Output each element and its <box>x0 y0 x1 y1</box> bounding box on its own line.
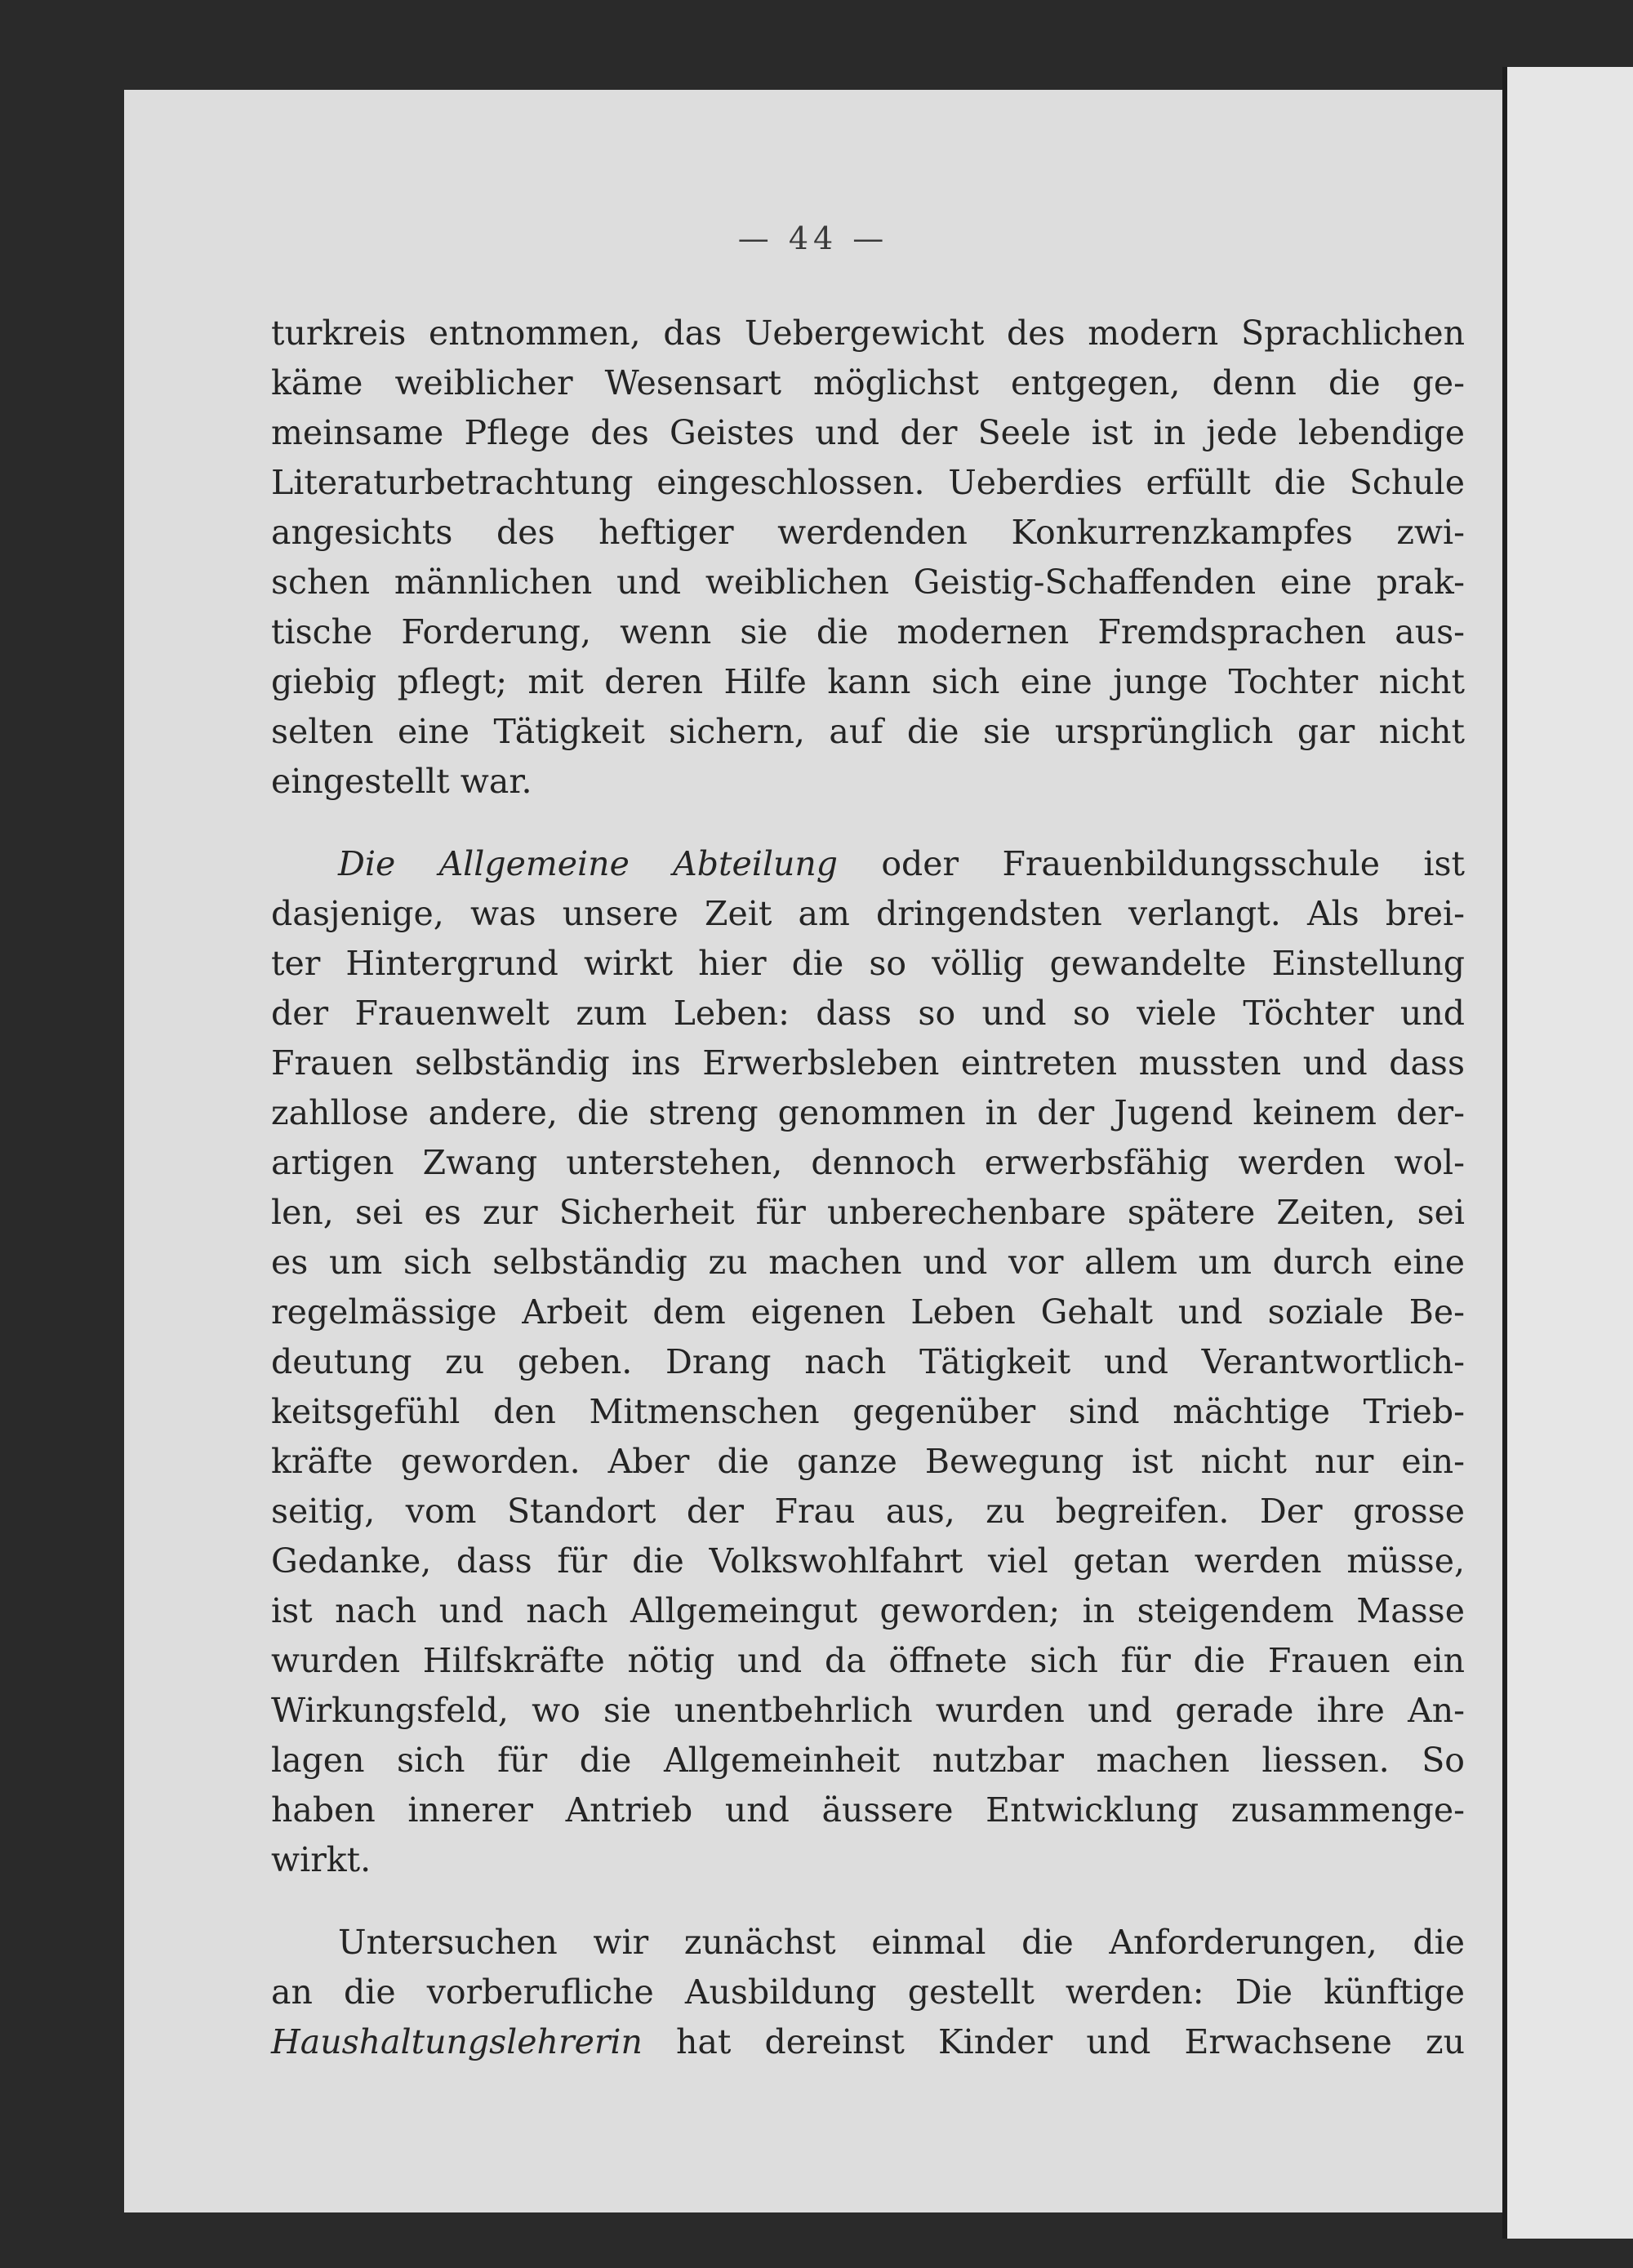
text-run: hat dereinst Kinder und Erwachsene zu <box>642 2022 1465 2061</box>
text-line: Gedanke, dass für die Volkswohlfahrt viel getan werden müsse, <box>271 1541 1465 1581</box>
text-line: wirkt. <box>271 1840 372 1879</box>
italic-term-haushaltungslehrerin: Haushaltungslehrerin <box>271 2022 643 2061</box>
text-line: Literaturbetrachtung eingeschlossen. Ueberdies erfüllt die Schule <box>271 463 1465 502</box>
text-line: turkreis entnommen, das Uebergewicht des modern Sprachlichen <box>271 314 1465 353</box>
book-page <box>124 90 1502 2212</box>
text-line: Frauen selbständig ins Erwerbsleben eintreten mussten und dass <box>271 1043 1465 1083</box>
text-line: seitig, vom Standort der Frau aus, zu begreifen. Der grosse <box>271 1492 1465 1531</box>
text-line: dasjenige, was unsere Zeit am dringendsten verlangt. Als brei- <box>271 894 1465 933</box>
text-line: meinsame Pflege des Geistes und der Seele ist in jede lebendige <box>271 413 1465 452</box>
text-line: Wirkungsfeld, wo sie unentbehrlich wurden und gerade ihre An- <box>271 1691 1465 1730</box>
text-line: haben innerer Antrieb und äussere Entwicklung zusammenge- <box>271 1790 1465 1830</box>
text-line: lagen sich für die Allgemeinheit nutzbar machen liessen. So <box>271 1741 1465 1780</box>
text-line: ist nach und nach Allgemeingut geworden; in steigendem Masse <box>271 1591 1465 1630</box>
text-line: wurden Hilfskräfte nötig und da öffnete sich für die Frauen ein <box>271 1641 1465 1680</box>
paragraph-2 <box>271 839 1465 1885</box>
text-line: der Frauenwelt zum Leben: dass so und so viele Töchter und <box>271 994 1465 1033</box>
text-line: zahllose andere, die streng genommen in der Jugend keinem der- <box>271 1093 1465 1132</box>
text-run: oder Frauenbildungsschule ist <box>838 844 1466 883</box>
text-line: käme weiblicher Wesensart möglichst entgegen, denn die ge- <box>271 363 1465 402</box>
text-line: Untersuchen wir zunächst einmal die Anforderungen, die <box>338 1923 1465 1962</box>
text-line: selten eine Tätigkeit sichern, auf die sie ursprünglich gar nicht <box>271 712 1465 751</box>
text-line: giebig pflegt; mit deren Hilfe kann sich eine junge Tochter nicht <box>271 662 1465 701</box>
page-number: — 44 — <box>737 220 889 256</box>
adjacent-page-edge <box>1502 67 1633 2239</box>
text-line: ter Hintergrund wirkt hier die so völlig gewandelte Einstellung <box>271 944 1465 983</box>
italic-heading-allgemeine-abteilung: Die Allgemeine Abteilung <box>338 844 839 883</box>
paragraph-1 <box>271 309 1465 807</box>
text-line: tische Forderung, wenn sie die modernen Fremdsprachen aus- <box>271 612 1465 651</box>
text-line: kräfte geworden. Aber die ganze Bewegung ist nicht nur ein- <box>271 1442 1465 1481</box>
text-line: artigen Zwang unterstehen, dennoch erwerbsfähig werden wol- <box>271 1143 1465 1182</box>
text-line: regelmässige Arbeit dem eigenen Leben Gehalt und soziale Be- <box>271 1292 1465 1332</box>
text-line: schen männlichen und weiblichen Geistig-Schaffenden eine prak- <box>271 563 1465 602</box>
paragraph-3 <box>271 1918 1465 2067</box>
text-line: es um sich selbständig zu machen und vor allem um durch eine <box>271 1243 1465 1282</box>
text-line <box>271 2017 1465 2067</box>
text-line <box>271 839 1465 889</box>
text-line: len, sei es zur Sicherheit für unberechenbare spätere Zeiten, sei <box>271 1193 1465 1232</box>
text-line: deutung zu geben. Drang nach Tätigkeit und Verantwortlich- <box>271 1342 1465 1381</box>
text-line: keitsgefühl den Mitmenschen gegenüber sind mächtige Trieb- <box>271 1392 1465 1431</box>
text-line: an die vorberufliche Ausbildung gestellt werden: Die künftige <box>271 1972 1465 2012</box>
body-text <box>271 309 1465 2067</box>
text-line: eingestellt war. <box>271 762 532 801</box>
text-line: angesichts des heftiger werdenden Konkurrenzkampfes zwi- <box>271 513 1465 552</box>
